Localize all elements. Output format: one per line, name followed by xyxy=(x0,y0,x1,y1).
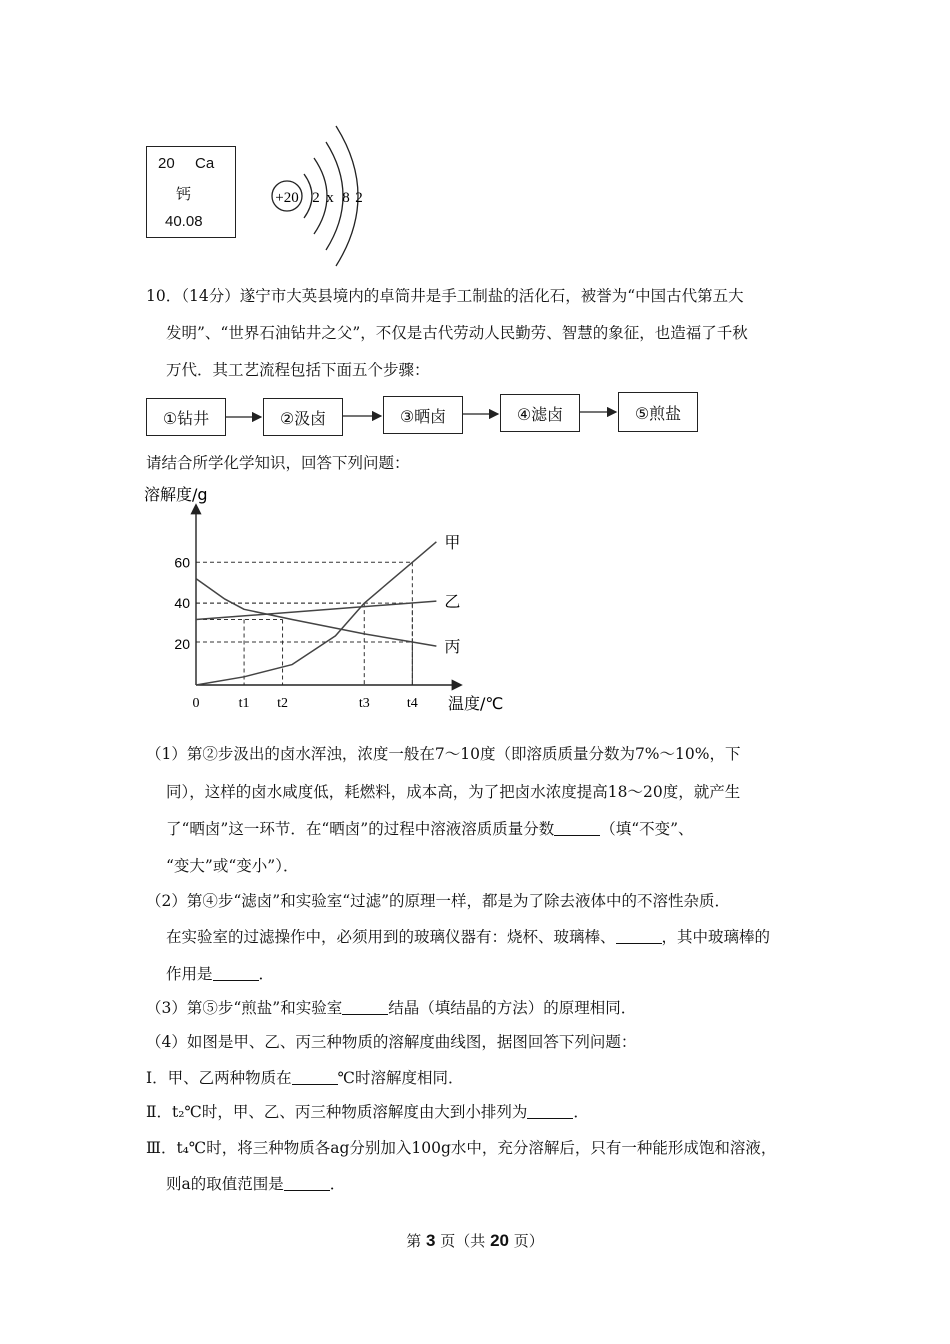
x-tick-1: t1 xyxy=(238,696,250,711)
page-footer xyxy=(0,1230,950,1251)
x-tick-4: t4 xyxy=(406,696,418,711)
y-tick-60: 60 xyxy=(174,554,190,571)
footer-pre: 第 xyxy=(406,1232,422,1250)
sub2-text-a: 在实验室的过滤操作中，必须用到的玻璃仪器有：烧杯、玻璃棒、 xyxy=(166,928,616,946)
q3-line-1 xyxy=(146,1138,776,1158)
answer-blank-4[interactable] xyxy=(342,1000,388,1015)
sub2-line-2 xyxy=(166,927,770,947)
nucleus-charge: +20 xyxy=(275,190,299,206)
series-label-2: 丙 xyxy=(444,637,461,657)
answer-blank-1[interactable] xyxy=(554,821,600,836)
element-symbol: Ca xyxy=(195,155,215,172)
sub1-line-1: （1）第②步汲出的卤水浑浊，浓度一般在7～10度（即溶质质量分数为7%～10%，下 xyxy=(146,745,741,763)
series-line-1 xyxy=(196,601,436,619)
question-intro-line-2: 发明”、“世界石油钻井之父”，不仅是古代劳动人民勤劳、智慧的象征，也造福了千秋 xyxy=(166,324,748,342)
element-name: 钙 xyxy=(176,185,192,203)
answer-blank-3[interactable] xyxy=(213,966,259,981)
sub1-line-4: “变大”或“变小”）． xyxy=(166,857,299,875)
series-line-0 xyxy=(196,542,436,685)
footer-total-pages: 20 xyxy=(490,1231,509,1250)
series-label-0: 甲 xyxy=(444,532,461,552)
x-tick-2: t2 xyxy=(277,696,288,711)
step-box-1: ①钻井 xyxy=(146,398,226,436)
sub2-text-c: 作用是 xyxy=(166,965,213,983)
footer-post: 页） xyxy=(513,1232,544,1250)
sub1-line-3 xyxy=(166,819,694,839)
step-box-3: ③晒卤 xyxy=(383,396,463,434)
sub2-text-b: ，其中玻璃棒的 xyxy=(661,928,771,946)
answer-blank-2[interactable] xyxy=(616,929,662,944)
answer-prompt: 请结合所学化学知识，回答下列问题： xyxy=(146,454,410,472)
flow-arrows xyxy=(0,0,950,450)
q3-line-2 xyxy=(166,1174,345,1194)
answer-blank-5[interactable] xyxy=(292,1070,338,1085)
atomic-mass: 40.08 xyxy=(165,213,203,230)
step-box-5: ⑤煎盐 xyxy=(618,392,698,432)
q2-label: Ⅱ． xyxy=(146,1103,173,1121)
shell-count-1: 2 xyxy=(312,190,320,206)
shell-count-2: x xyxy=(326,190,334,206)
sub1-text-a: 了“晒卤”这一环节．在“晒卤”的过程中溶液溶质质量分数 xyxy=(166,820,555,838)
q3-text-b: 则a的取值范围是 xyxy=(166,1175,284,1193)
shell-count-4: 2 xyxy=(355,190,363,206)
sub2-line-3 xyxy=(166,964,274,984)
q2-line xyxy=(146,1102,589,1122)
q1-text-a: Ⅰ．甲、乙两种物质在 xyxy=(146,1069,292,1087)
question-intro-line-1: 10．（14分）遂宁市大英县境内的卓筒井是手工制盐的活化石，被誉为“中国古代第五大 xyxy=(146,287,744,305)
sub2-line-1: （2）第④步“滤卤”和实验室“过滤”的原理一样，都是为了除去液体中的不溶性杂质． xyxy=(146,892,731,910)
series-label-1: 乙 xyxy=(444,592,461,612)
q2-text-b: ． xyxy=(573,1103,589,1121)
footer-page-number: 3 xyxy=(426,1231,436,1250)
y-tick-40: 40 xyxy=(174,595,190,612)
footer-mid: 页（共 xyxy=(440,1232,486,1250)
x-axis-label: 温度/℃ xyxy=(448,694,504,713)
shell-count-3: 8 xyxy=(342,190,350,206)
x-tick-3: t3 xyxy=(358,696,370,711)
q1-text-b: ℃时溶解度相同． xyxy=(337,1069,464,1087)
sub4-line: （4）如图是甲、乙、丙三种物质的溶解度曲线图，据图回答下列问题： xyxy=(146,1033,637,1051)
step-box-4: ④滤卤 xyxy=(500,394,580,432)
answer-blank-6[interactable] xyxy=(527,1104,573,1119)
y-tick-20: 20 xyxy=(174,636,190,653)
solubility-chart xyxy=(140,478,504,718)
sub2-text-d: ． xyxy=(258,965,275,983)
sub3-line xyxy=(146,998,636,1018)
y-axis-label: 溶解度/g xyxy=(144,485,208,504)
step-box-2: ②汲卤 xyxy=(263,398,343,436)
question-intro-line-3: 万代．其工艺流程包括下面五个步骤： xyxy=(166,361,430,379)
q2-text-a: t₂℃时，甲、乙、丙三种物质溶解度由大到小排列为 xyxy=(172,1103,528,1121)
q3-text-a: t₄℃时，将三种物质各ag分别加入100g水中，充分溶解后，只有一种能形成饱和溶液， xyxy=(176,1139,777,1157)
sub1-line-2: 同），这样的卤水咸度低，耗燃料，成本高，为了把卤水浓度提高18～20度，就产生 xyxy=(166,783,741,801)
sub3-text-a: （3）第⑤步“煎盐”和实验室 xyxy=(146,999,343,1017)
q1-line xyxy=(146,1068,463,1088)
q3-label: Ⅲ． xyxy=(146,1139,177,1157)
series-line-2 xyxy=(196,579,436,647)
answer-blank-7[interactable] xyxy=(284,1176,330,1191)
sub3-text-b: 结晶（填结晶的方法）的原理相同． xyxy=(388,999,637,1017)
sub1-text-b: （填“不变”、 xyxy=(600,820,694,838)
atomic-number: 20 xyxy=(158,155,175,172)
q3-text-c: ． xyxy=(329,1175,346,1193)
x-tick-0: 0 xyxy=(192,696,200,711)
